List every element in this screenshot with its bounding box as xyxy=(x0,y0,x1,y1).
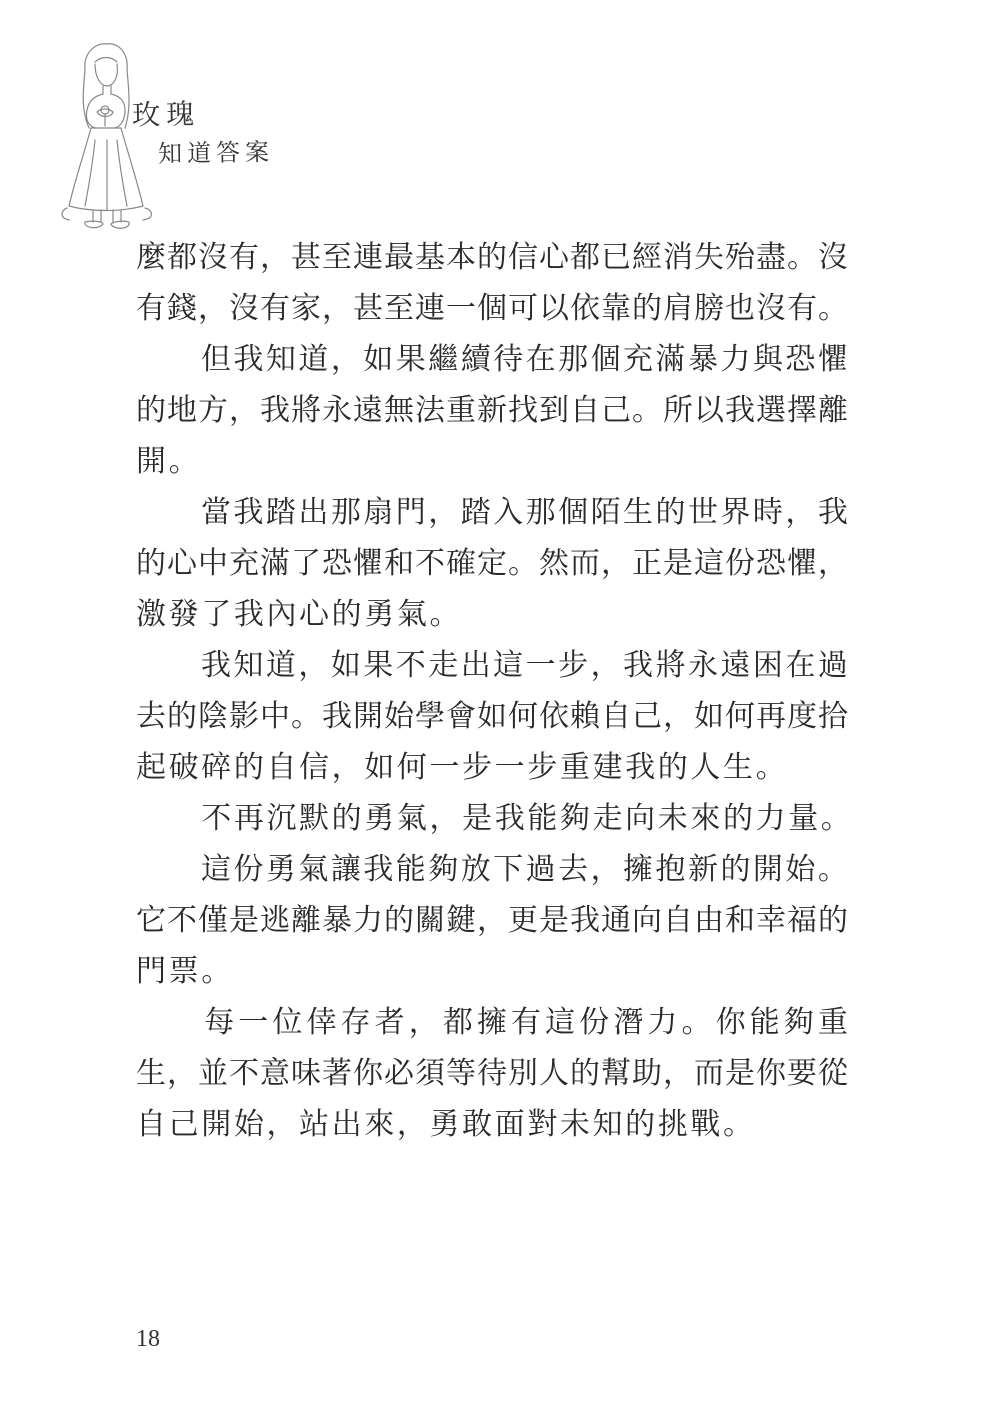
text-line: 門 票 。 xyxy=(136,954,234,989)
text-line: 這 份 勇 氣 讓 我 能 夠 放 下 過 去 ， 擁 抱 新 的 開 始 。 xyxy=(200,852,848,887)
page-number: 18 xyxy=(136,1326,160,1352)
header-subtitle: 知道答案 xyxy=(157,137,275,169)
text-line: 每 一 位 倖 存 者 ， 都 擁 有 這 份 潛 力 。 你 能 夠 重 xyxy=(204,1005,848,1040)
text-line: 起 破 碎 的 自 信 ， 如 何 一 步 一 步 重 建 我 的 人 生 。 xyxy=(136,750,789,785)
text-line: 麼 都 沒 有 ， 甚 至 連 最 基 本 的 信 心 都 已 經 消 失 殆 盡 。 沒 xyxy=(136,240,848,275)
text-line: 有 錢 ， 沒 有 家 ， 甚 至 連 一 個 可 以 依 靠 的 肩 膀 也 沒 有 。 xyxy=(136,291,848,326)
text-line: 的 心 中 充 滿 了 恐 懼 和 不 確 定 。 然 而 ， 正 是 這 份 恐 懼 ， xyxy=(136,546,848,581)
text-line: 開 。 xyxy=(136,444,202,479)
text-line: 去 的 陰 影 中 。 我 開 始 學 會 如 何 依 賴 自 己 ， 如 何 再 度 拾 xyxy=(136,699,848,734)
text-line: 生 ， 並 不 意 味 著 你 必 須 等 待 別 人 的 幫 助 ， 而 是 你 要 從 xyxy=(136,1056,848,1091)
text-line: 激 發 了 我 內 心 的 勇 氣 。 xyxy=(136,597,463,632)
text-line: 我 知 道 ， 如 果 不 走 出 這 一 步 ， 我 將 永 遠 困 在 過 xyxy=(200,648,848,683)
text-line: 的 地 方 ， 我 將 永 遠 無 法 重 新 找 到 自 己 。 所 以 我 選 擇 離 xyxy=(136,393,848,428)
text-line: 自 己 開 始 ， 站 出 來 ， 勇 敢 面 對 未 知 的 挑 戰 。 xyxy=(136,1107,756,1142)
text-line: 但 我 知 道 ， 如 果 繼 續 待 在 那 個 充 滿 暴 力 與 恐 懼 xyxy=(200,342,848,377)
page-header xyxy=(55,40,355,230)
body-text xyxy=(136,232,854,1150)
text-line: 它 不 僅 是 逃 離 暴 力 的 關 鍵 ， 更 是 我 通 向 自 由 和 幸 福 的 xyxy=(136,903,848,938)
text-line: 當 我 踏 出 那 扇 門 ， 踏 入 那 個 陌 生 的 世 界 時 ， 我 xyxy=(200,495,848,530)
text-line: 不 再 沉 默 的 勇 氣 ， 是 我 能 夠 走 向 未 來 的 力 量 。 xyxy=(201,801,854,836)
header-title: 玫瑰 xyxy=(131,97,201,132)
girl-illustration xyxy=(55,40,165,230)
